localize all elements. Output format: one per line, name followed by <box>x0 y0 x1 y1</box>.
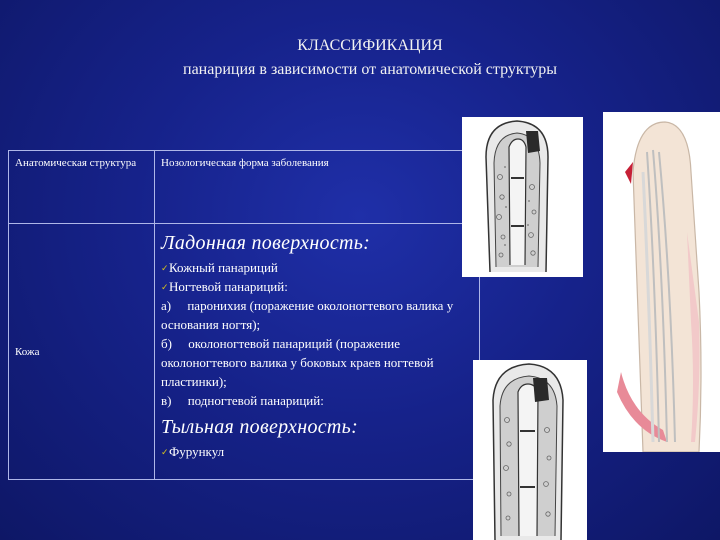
dorsal-heading: Тыльная поверхность: <box>161 416 359 438</box>
list-item <box>161 258 473 277</box>
bullet-icon: ✓ <box>161 447 169 457</box>
table-row <box>9 224 480 480</box>
finger-section-drawing-dorsal <box>473 360 587 540</box>
bullet-icon: ✓ <box>161 282 169 292</box>
finger-profile-illustration <box>603 112 720 452</box>
bullet-icon: ✓ <box>161 263 169 273</box>
finger-profile-drawing <box>603 112 720 452</box>
header-structure: Анатомическая структура <box>9 151 155 224</box>
sub-item: а) паронихия (поражение околоногтевого валика у основания ногтя); <box>161 298 454 332</box>
list-item-text: Кожный панариций <box>169 260 278 275</box>
table-header-row <box>9 151 480 224</box>
sub-item: б) околоногтевой панариций (поражение околоногтевого валика у боковых краев ногтевой пластинки); <box>161 336 434 389</box>
list-item <box>161 277 473 296</box>
title-line-2: панариция в зависимости от анатомической структуры <box>183 61 557 78</box>
classification-table <box>8 150 480 480</box>
palmar-heading: Ладонная поверхность: <box>161 232 371 254</box>
list-item-text: Фурункул <box>169 444 225 459</box>
cell-structure: Кожа <box>9 224 155 480</box>
list-item <box>161 442 473 461</box>
list-item-text: Ногтевой панариций: <box>169 279 288 294</box>
cell-forms <box>155 224 480 480</box>
header-form: Нозологическая форма заболевания <box>155 151 480 224</box>
slide-title <box>60 34 680 82</box>
finger-section-illustration-dorsal <box>473 360 587 540</box>
finger-section-drawing <box>462 117 583 277</box>
sub-item: в) подногтевой панариций: <box>161 393 324 408</box>
finger-section-illustration <box>462 117 583 277</box>
title-line-1: КЛАССИФИКАЦИЯ <box>297 37 443 54</box>
